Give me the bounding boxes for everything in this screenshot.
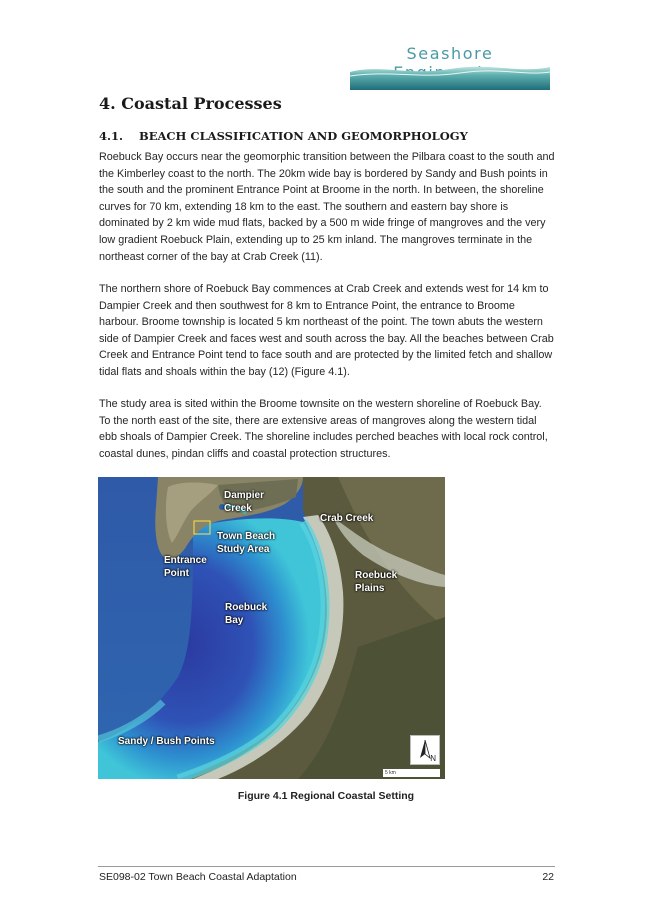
subsection-number: 4.1. [99,129,124,143]
company-logo [350,40,550,90]
footer-document-title: SE098-02 Town Beach Coastal Adaptation [99,871,297,883]
north-arrow [410,735,440,765]
logo-wave-graphic [350,62,550,90]
body-paragraph: The study area is sited within the Broome townsite on the western shoreline of Roebuck Bay. To the north east of the site, there are extensive areas of mangroves along the western tidal ebb shoals of Dampier Creek. The shoreline includes perched beaches with local rock control, coastal dunes, pindan cliffs and coastal protection structures. [99,398,548,460]
body-paragraph: Roebuck Bay occurs near the geomorphic transition between the Pilbara coast to the south and the Kimberley coast to the north. The 20km wide bay is bordered by Sandy and Bush points in the south and the prominent Entrance Point at Broome in the north. In between, the shoreline curves for 70 km, extending 18 km to the east. The southern and eastern bay shore is dominated by 2 km wide mud flats, backed by a 500 m wide fringe of mangroves and the very low gradient Roebuck Plain, extending up to 25 km inland. The mangroves terminate in the northeast corner of the bay at Crab Creek (11). [99,151,555,263]
body-paragraph: The northern shore of Roebuck Bay commences at Crab Creek and extends west for 14 km to Dampier Creek and then southwest for 8 km to Entrance Point, the entrance to Broome harbour. Broome township is located 5 km northeast of the point. The town abuts the western side of Dampier Creek and faces west and south across the bay. All the beaches between Crab Creek and Entrance Point tend to face south and are protected by the limited fetch and shallow tidal flats and shoals within the bay (12) (Figure 4.1). [99,283,554,378]
page-number: 22 [542,871,554,883]
satellite-image [98,477,445,779]
footer-divider [98,866,555,867]
map-label-crab-creek: Crab Creek [320,513,374,524]
section-heading: 4. Coastal Processes [99,94,282,113]
subsection-title: BEACH CLASSIFICATION AND GEOMORPHOLOGY [139,129,468,143]
map-label-sandy-bush-points: Sandy / Bush Points [118,736,215,747]
logo-text: Seashore [406,44,494,63]
map-label-dampier-creek: Dampier Creek [224,490,265,514]
scale-bar: 5 km [383,769,440,777]
figure-caption: Figure 4.1 Regional Coastal Setting [237,790,415,802]
north-letter: N [430,754,436,763]
regional-coastal-map [98,477,445,779]
map-label-roebuck-bay: Roebuck Bay [225,602,268,626]
map-label-study-area: Town Beach Study Area [217,531,276,555]
subsection-heading [99,129,559,143]
map-label-entrance-point: Entrance Point [164,555,207,579]
map-label-roebuck-plains: Roebuck Plains [355,570,398,594]
